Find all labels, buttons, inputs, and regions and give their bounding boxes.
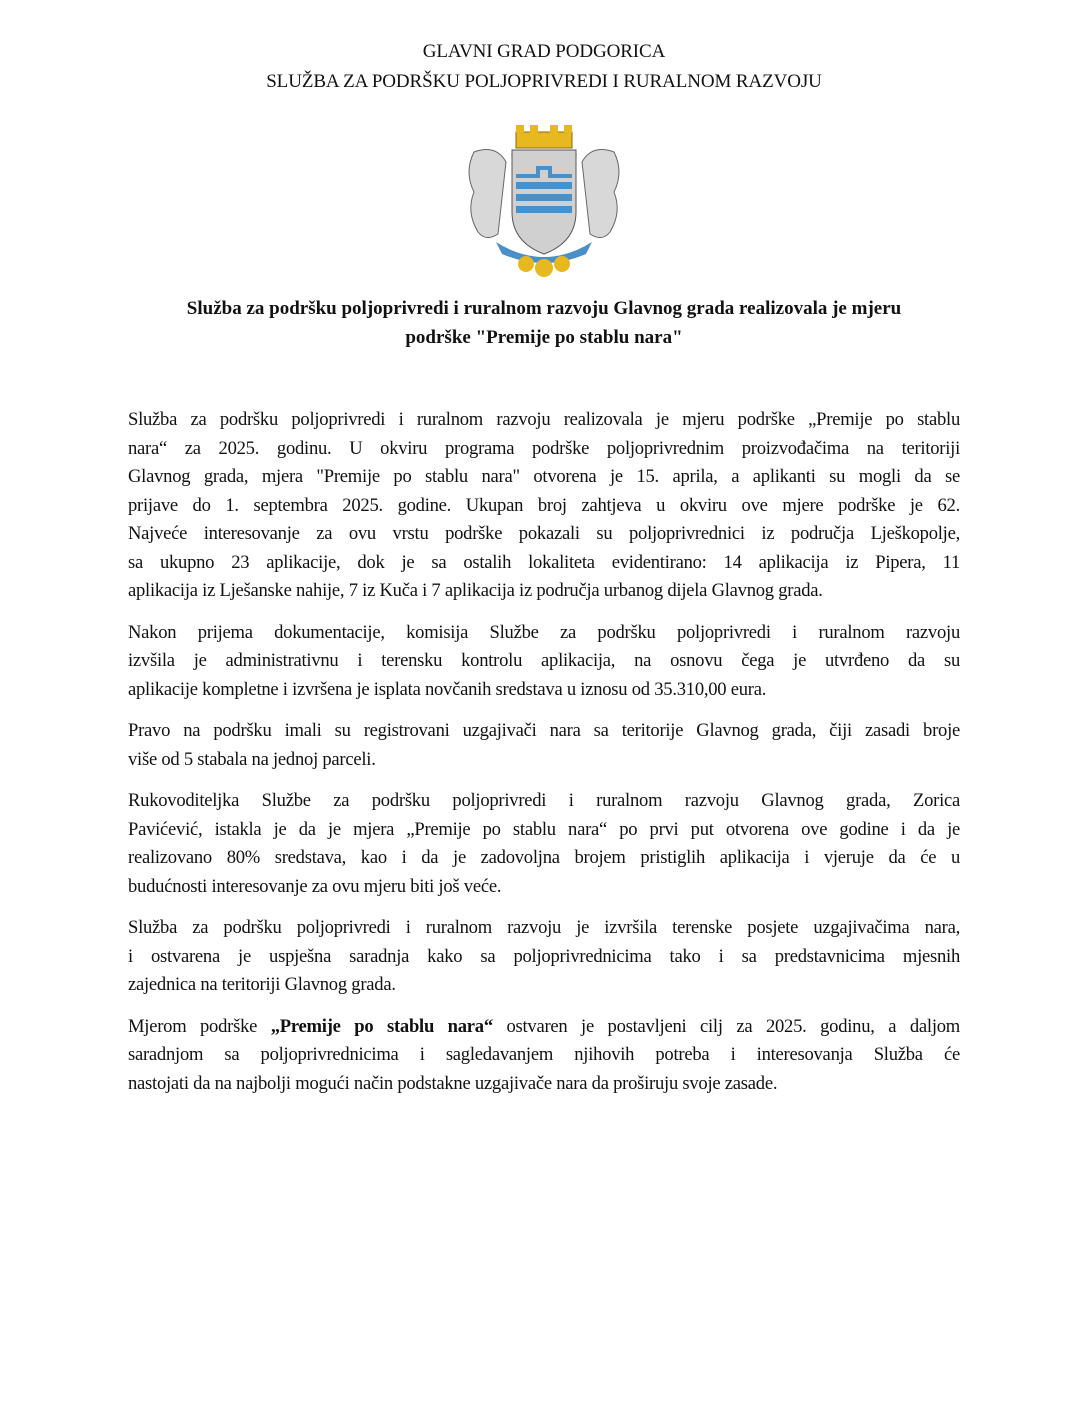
text-line: saradnjom sa poljoprivrednicima i sagledavanjem njihovih potreba i interesovanja Služba će: [128, 1044, 960, 1065]
header-city: GLAVNI GRAD PODGORICA: [422, 41, 666, 62]
text-line: Glavnog grada, mjera "Premije po stablu nara" otvorena je 15. aprila, a aplikanti su mogli da se: [128, 466, 960, 487]
header-department: SLUŽBA ZA PODRŠKU POLJOPRIVREDI I RURALNOM RAZVOJU: [266, 71, 822, 92]
text-line: budućnosti interesovanje za ovu mjeru biti još veće.: [128, 875, 502, 897]
text-run: ostvaren je postavljeni cilj za 2025. godinu, a daljom: [492, 1015, 960, 1037]
text-line: realizovano 80% sredstava, kao i da je zadovoljna brojem pristiglih aplikacija i vjeruje da će u: [128, 847, 960, 868]
text-line: više od 5 stabala na jednoj parceli.: [128, 748, 376, 770]
text-line: Rukovoditeljka Službe za podršku poljoprivredi i ruralnom razvoju Glavnog grada, Zorica: [128, 790, 960, 811]
text-line: nara“ za 2025. godinu. U okviru programa podrške poljoprivrednim proizvođačima na teritoriji: [128, 437, 960, 459]
text-line: Pravo na podršku imali su registrovani uzgajivači nara sa teritorije Glavnog grada, čiji zasadi broje: [128, 720, 960, 741]
text-line: aplikacija iz Lješanske nahije, 7 iz Kuča i 7 aplikacija iz područja urbanog dijela Glavnog grada.: [128, 580, 823, 601]
coat-of-arms-logo: [456, 122, 632, 278]
text-run: Mjerom podrške: [128, 1015, 271, 1037]
text-line: Služba za podršku poljoprivredi i ruralnom razvoju realizovala je mjeru podrške „Premije po stablu: [128, 409, 960, 430]
text-line: Služba za podršku poljoprivredi i ruralnom razvoju je izvršila terenske posjete uzgajivačima nara,: [128, 917, 960, 938]
text-line: nastojati da na najbolji mogući način podstakne uzgajivače nara da proširuju svoje zasade.: [128, 1072, 778, 1094]
article-body: [128, 406, 960, 1111]
paragraph: [128, 1013, 960, 1099]
paragraph: [128, 717, 960, 774]
text-line: sa ukupno 23 aplikacije, dok je sa ostalih lokaliteta evidentirano: 14 aplikacija iz Pipera, 11: [128, 551, 960, 573]
paragraph: [128, 619, 960, 705]
title-line: podrške "Premije po stablu nara": [405, 327, 683, 348]
paragraph: [128, 787, 960, 901]
text-line: i ostvarena je uspješna saradnja kako sa poljoprivrednicima tako i sa predstavnicima mjesnih: [128, 945, 960, 967]
paragraph: [128, 406, 960, 606]
text-line: zajednica na teritoriji Glavnog grada.: [128, 974, 396, 995]
text-line: aplikacije kompletne i izvršena je isplata novčanih sredstava u iznosu od 35.310,00 eura.: [128, 678, 767, 700]
paragraph: [128, 914, 960, 1000]
text-line: prijave do 1. septembra 2025. godine. Ukupan broj zahtjeva u okviru ove mjere podrške je 62.: [128, 494, 960, 516]
text-line: Najveće interesovanje za ovu vrstu podrške pokazali su poljoprivrednici iz područja Lješkopolje,: [128, 523, 960, 544]
measure-name-bold: „Premije po stablu nara“: [270, 1015, 493, 1037]
title-line: Služba za podršku poljoprivredi i ruralnom razvoju Glavnog grada realizovala je mjeru: [186, 298, 902, 319]
text-line: izvšila je administrativnu i terensku kontrolu aplikacija, na osnovu čega je utvrđeno da su: [128, 650, 960, 671]
text-line: [128, 1013, 960, 1042]
article-title: [100, 294, 988, 352]
text-line: Nakon prijema dokumentacije, komisija Službe za podršku poljoprivredi i ruralnom razvoju: [128, 621, 960, 643]
text-line: Pavićević, istakla je da je mjera „Premije po stablu nara“ po prvi put otvorena ove godine i da je: [128, 818, 960, 840]
